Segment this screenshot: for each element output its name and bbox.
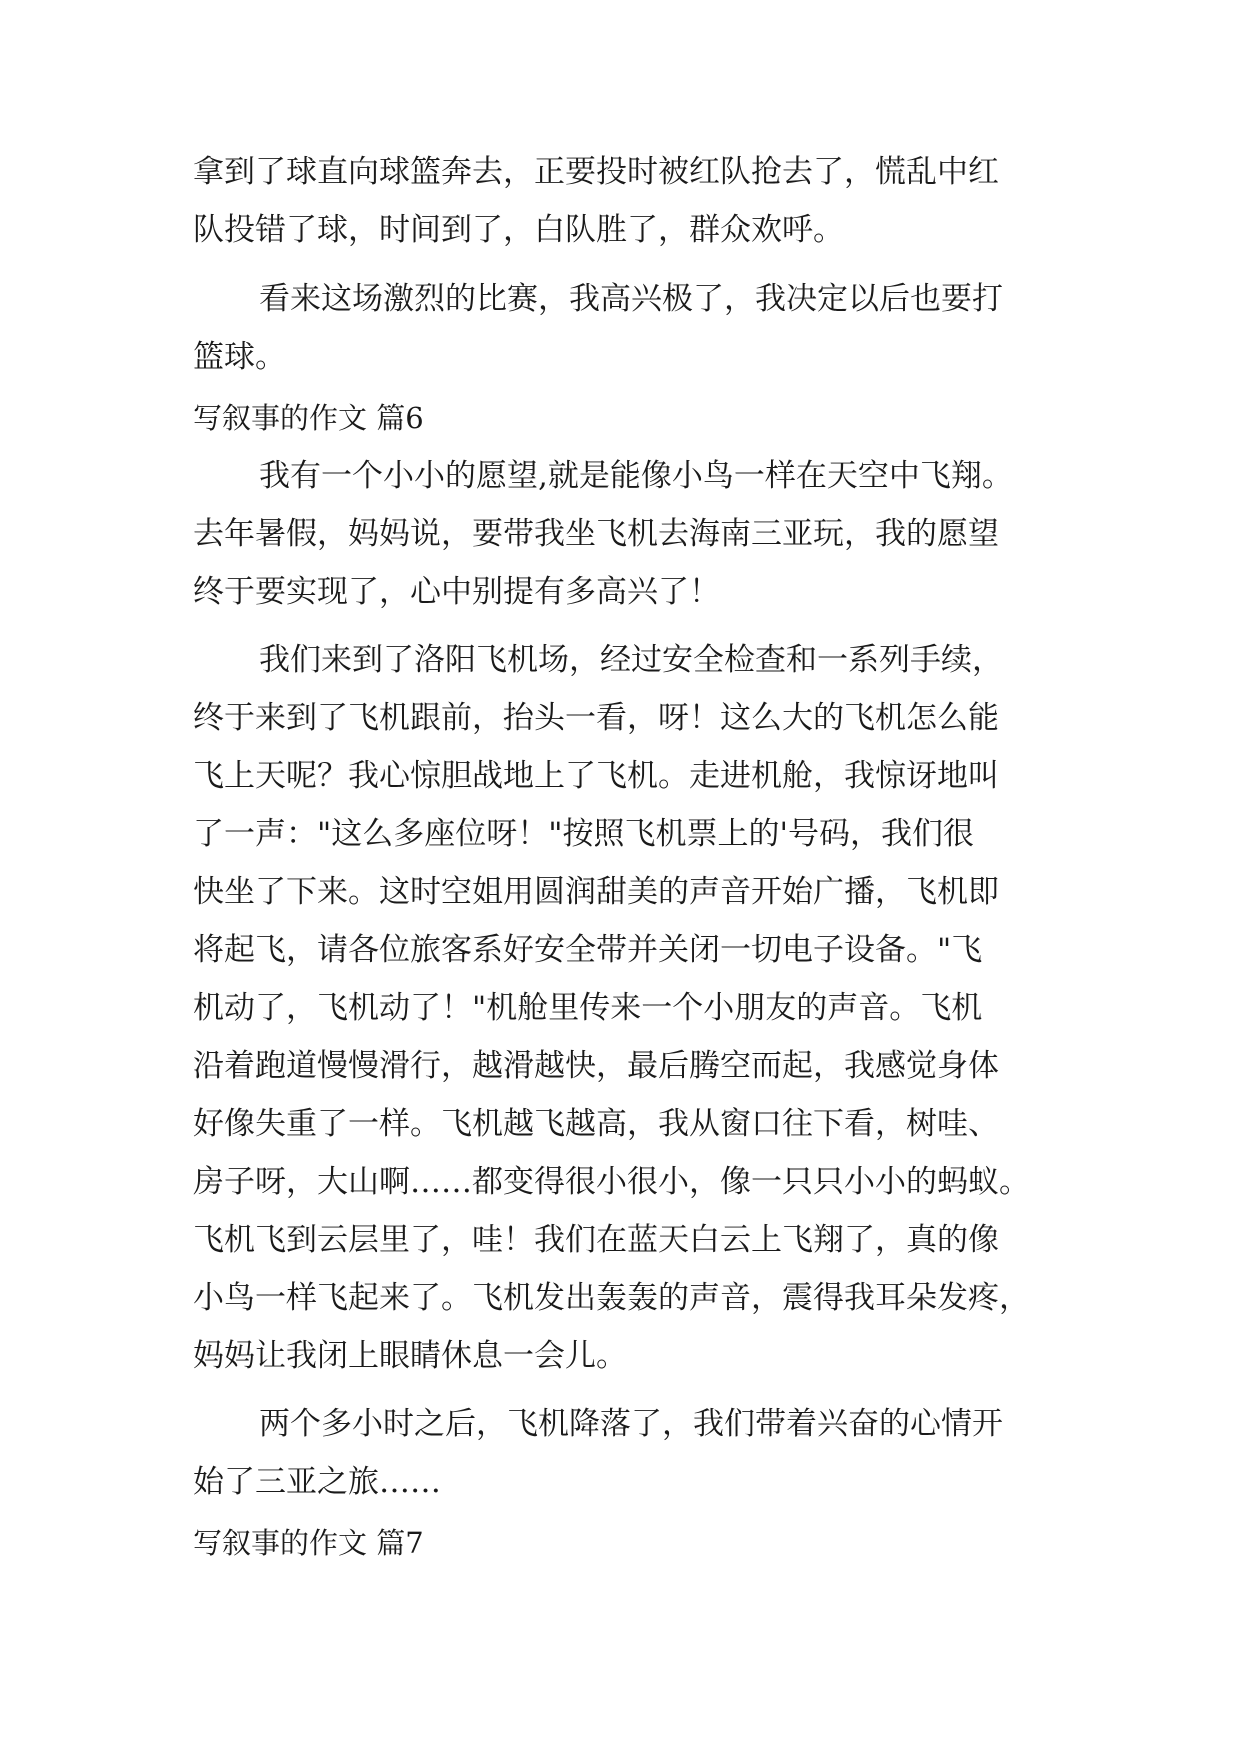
paragraph-line: 小鸟一样飞起来了。飞机发出轰轰的声音，震得我耳朵发疼， <box>193 1280 1030 1316</box>
paragraph-line: 篮球。 <box>193 339 286 375</box>
paragraph-line: 快坐了下来。这时空姐用圆润甜美的声音开始广播，飞机即 <box>193 874 999 910</box>
paragraph-line: 看来这场激烈的比赛，我高兴极了，我决定以后也要打 <box>259 281 1003 317</box>
paragraph-line: 我有一个小小的愿望,就是能像小鸟一样在天空中飞翔。 <box>259 458 1013 494</box>
paragraph-line: 了一声："这么多座位呀！"按照飞机票上的'号码，我们很 <box>193 816 975 852</box>
paragraph-line: 好像失重了一样。飞机越飞越高，我从窗口往下看，树哇、 <box>193 1106 999 1142</box>
paragraph-line: 两个多小时之后，飞机降落了，我们带着兴奋的心情开 <box>259 1406 1003 1442</box>
paragraph-line: 去年暑假，妈妈说，要带我坐飞机去海南三亚玩，我的愿望 <box>193 516 999 552</box>
paragraph-line: 拿到了球直向球篮奔去，正要投时被红队抢去了，慌乱中红 <box>193 154 999 190</box>
paragraph-line: 机动了，飞机动了！"机舱里传来一个小朋友的声音。飞机 <box>193 990 983 1026</box>
paragraph-line: 我们来到了洛阳飞机场，经过安全检查和一系列手续， <box>259 642 1003 678</box>
paragraph-line: 妈妈让我闭上眼睛休息一会儿。 <box>193 1338 627 1374</box>
paragraph-line: 沿着跑道慢慢滑行，越滑越快，最后腾空而起，我感觉身体 <box>193 1048 999 1084</box>
paragraph-line: 将起飞，请各位旅客系好安全带并关闭一切电子设备。"飞 <box>193 932 983 968</box>
section-heading: 写叙事的作文 篇7 <box>193 1526 424 1560</box>
paragraph-line: 终于要实现了，心中别提有多高兴了！ <box>193 574 720 610</box>
paragraph-line: 队投错了球，时间到了，白队胜了，群众欢呼。 <box>193 212 844 248</box>
paragraph-line: 始了三亚之旅…… <box>193 1464 441 1500</box>
paragraph-line: 房子呀，大山啊……都变得很小很小，像一只只小小的蚂蚁。 <box>193 1164 1030 1200</box>
paragraph-line: 终于来到了飞机跟前，抬头一看，呀！这么大的飞机怎么能 <box>193 700 999 736</box>
paragraph-line: 飞机飞到云层里了，哇！我们在蓝天白云上飞翔了，真的像 <box>193 1222 999 1258</box>
section-heading: 写叙事的作文 篇6 <box>193 401 424 435</box>
paragraph-line: 飞上天呢？我心惊胆战地上了飞机。走进机舱，我惊讶地叫 <box>193 758 999 794</box>
